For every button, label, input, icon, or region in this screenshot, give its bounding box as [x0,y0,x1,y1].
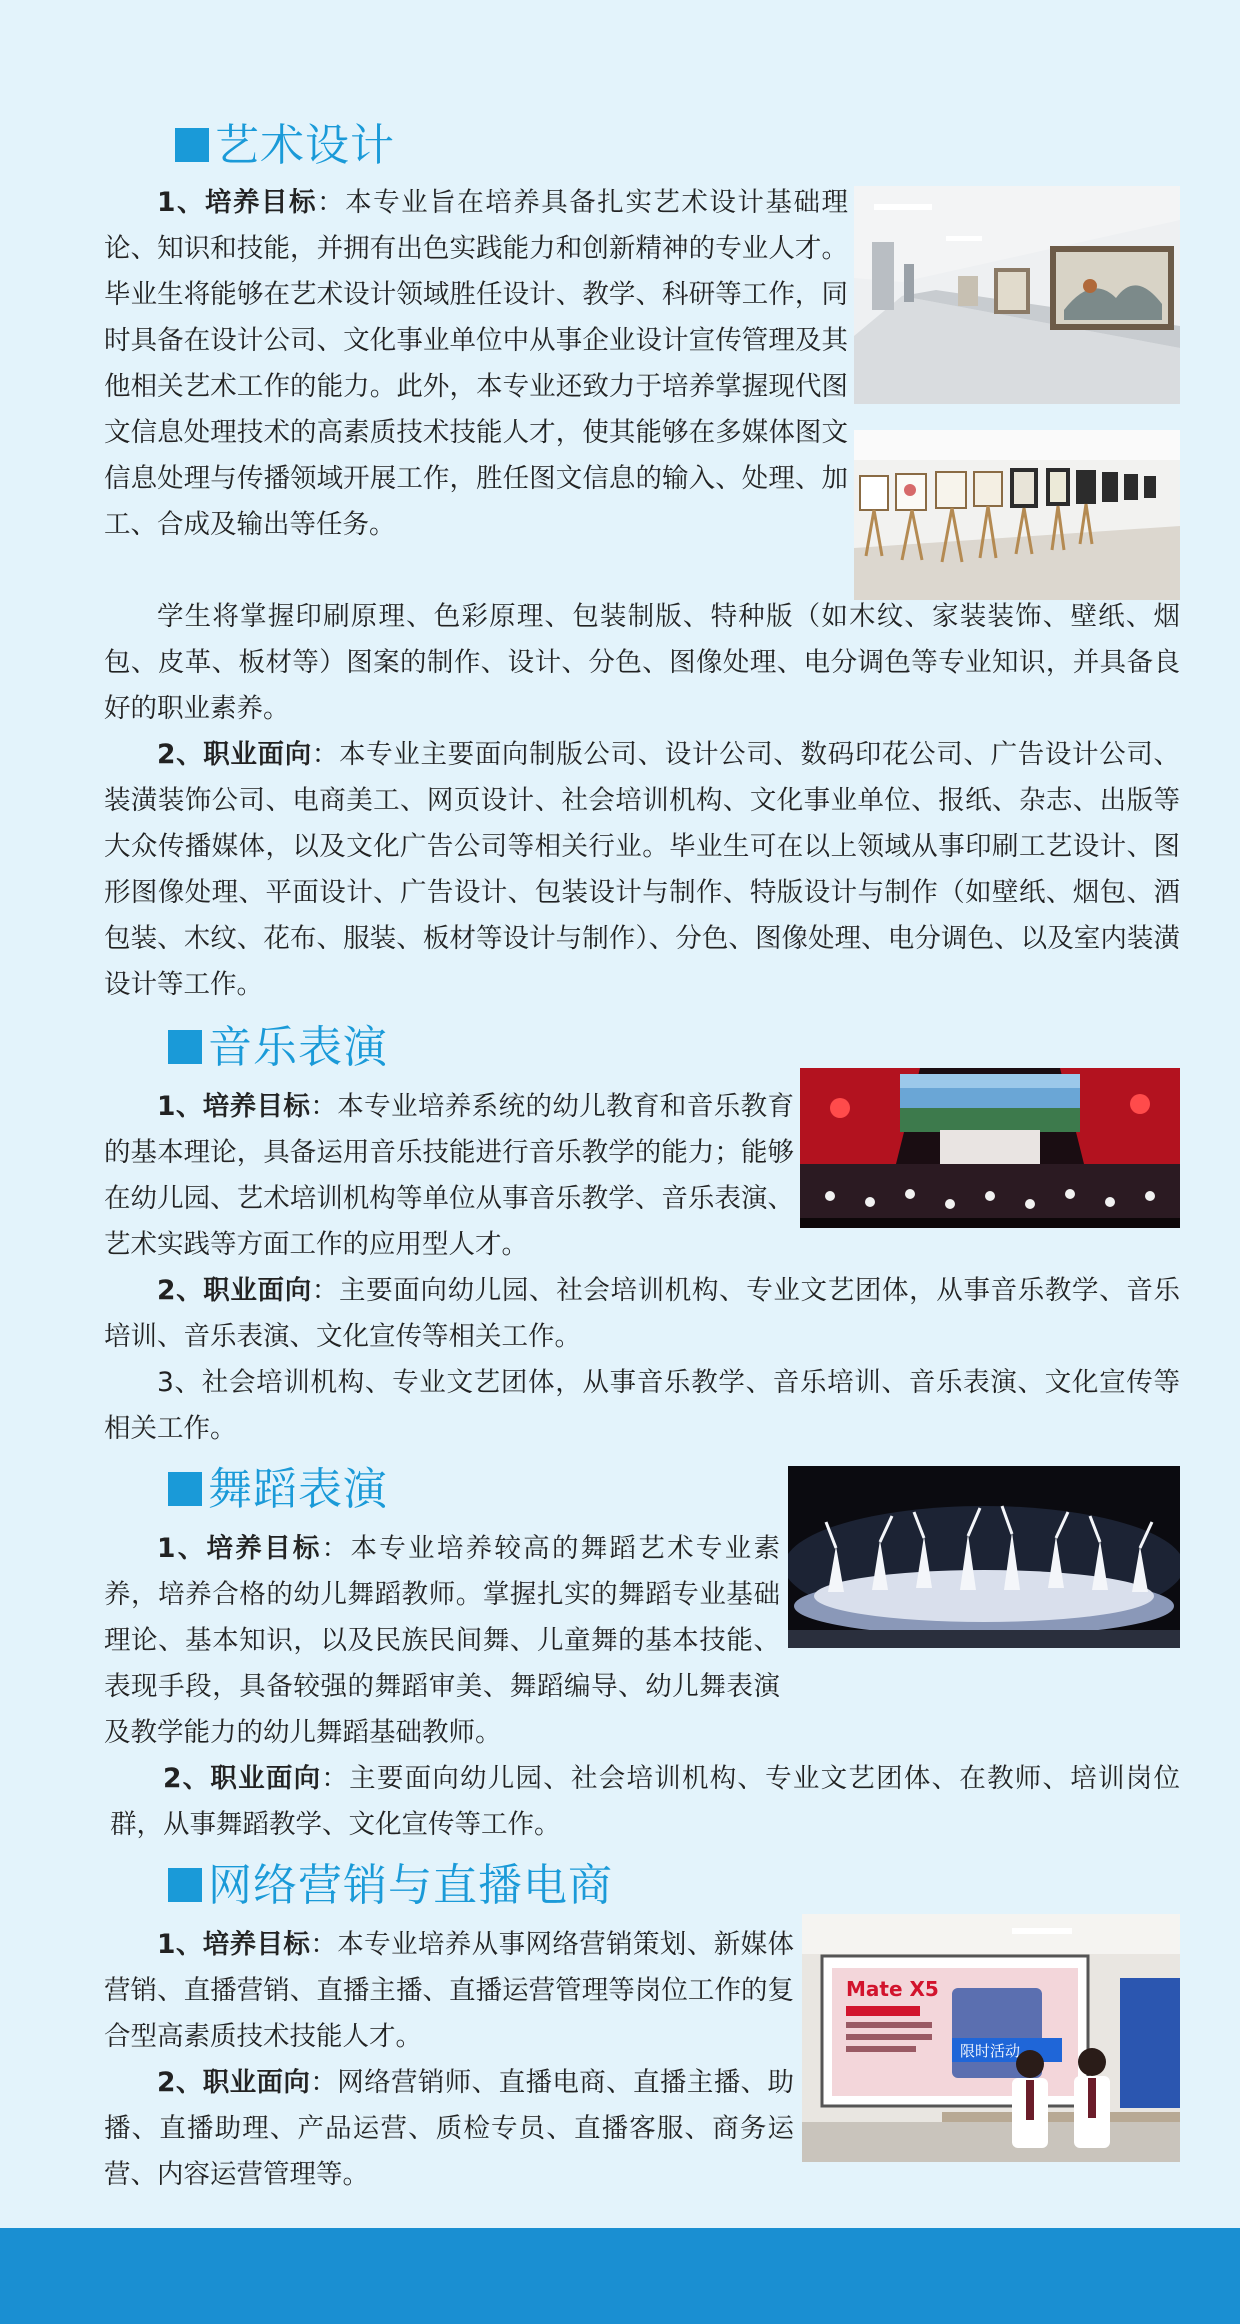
art-design-student-skills [104,594,1180,732]
paragraph-text: 学生将掌握印刷原理、色彩原理、包装制版、特种版（如木纹、家装装饰、壁纸、烟包、皮革、板材等）图案的制作、设计、分色、图像处理、电分调色等专业知识，并具备良好的职业素养。 [104,601,1180,724]
paragraph-text: 3、社会培训机构、专业文艺团体，从事音乐教学、音乐培训、音乐表演、文化宣传等相关工作。 [104,1367,1180,1444]
paragraph-text: ：本专业培养较高的舞蹈艺术专业素养，培养合格的幼儿舞蹈教师。掌握扎实的舞蹈专业基础理论、基本知识，以及民族民间舞、儿童舞的基本技能、表现手段，具备较强的舞蹈审美、舞蹈编导、幼儿舞表演及教学能力的幼儿舞蹈基础教师。 [104,1533,780,1748]
paragraph-lead: 1、培养目标 [157,1929,311,1960]
paragraph-lead: 1、培养目标 [157,1533,322,1564]
art-design-training-goal [104,180,848,548]
dance-career-direction [110,1756,1180,1848]
screen-tag-text: 限时活动 [960,2042,1021,2060]
title-square-marker [168,1030,202,1064]
art-design-career-direction [104,732,1180,1008]
paragraph-lead: 2、职业面向 [157,739,312,770]
dance-training-goal [104,1526,780,1756]
section-title-dance-performance [168,1460,388,1520]
paragraph-lead: 2、职业面向 [157,2067,311,2098]
paragraph-lead: 2、职业面向 [163,1763,322,1794]
title-square-marker [175,128,209,162]
paragraph-text: ：本专业培养从事网络营销策划、新媒体营销、直播营销、直播主播、直播运营管理等岗位工作的复合型高素质技术技能人才。 [104,1929,794,2052]
paragraph-text: ：主要面向幼儿园、社会培训机构、专业文艺团体、在教师、培训岗位群，从事舞蹈教学、文化宣传等工作。 [110,1763,1180,1840]
title-square-marker [168,1472,202,1506]
music-career-direction [104,1268,1180,1360]
section-title-online-marketing [168,1856,613,1916]
screen-title-text: Mate X5 [846,1977,939,2001]
marketing-training-goal [104,1922,794,2060]
exhibition-easels-photo [854,430,1180,600]
paragraph-text: ：本专业培养系统的幼儿教育和音乐教育的基本理论，具备运用音乐技能进行音乐教学的能力；能够在幼儿园、艺术培训机构等单位从事音乐教学、音乐表演、艺术实践等方面工作的应用型人才。 [104,1091,794,1260]
paragraph-text: ：主要面向幼儿园、社会培训机构、专业文艺团体，从事音乐教学、音乐培训、音乐表演、文化宣传等相关工作。 [104,1275,1180,1352]
section-title-music-performance [168,1018,388,1078]
gallery-corridor-photo [854,186,1180,404]
paragraph-lead: 1、培养目标 [157,1091,311,1122]
paragraph-text: ：本专业旨在培养具备扎实艺术设计基础理论、知识和技能，并拥有出色实践能力和创新精神的专业人才。毕业生将能够在艺术设计领域胜任设计、教学、科研等工作，同时具备在设计公司、文化事业单位中从事企业设计宣传管理及其他相关艺术工作的能力。此外，本专业还致力于培养掌握现代图文信息处理技术的高素质技术技能人才，使其能够在多媒体图文信息处理与传播领域开展工作，胜任图文信息的输入、处理、加工、合成及输出等任务。 [104,187,848,540]
music-stage-photo [800,1068,1180,1228]
paragraph-lead: 2、职业面向 [157,1275,312,1306]
section-title-text: 网络营销与直播电商 [208,1860,613,1911]
title-square-marker [168,1868,202,1902]
music-training-goal [104,1084,794,1268]
paragraph-text: ：网络营销师、直播电商、直播主播、助播、直播助理、产品运营、质检专员、直播客服、商务运营、内容运营管理等。 [104,2067,794,2190]
section-title-text: 舞蹈表演 [208,1464,388,1515]
section-title-text: 艺术设计 [215,120,395,171]
section-title-art-design [175,116,395,176]
footer-color-band [0,2228,1240,2324]
section-title-text: 音乐表演 [208,1022,388,1073]
music-extra-note [104,1360,1180,1452]
paragraph-text: ：本专业主要面向制版公司、设计公司、数码印花公司、广告设计公司、装潢装饰公司、电商美工、网页设计、社会培训机构、文化事业单位、报纸、杂志、出版等大众传播媒体，以及文化广告公司等相关行业。毕业生可在以上领域从事印刷工艺设计、图形图像处理、平面设计、广告设计、包装设计与制作、特版设计与制作（如壁纸、烟包、酒包装、木纹、花布、服装、板材等设计与制作）、分色、图像处理、电分调色、以及室内装潢设计等工作。 [104,739,1180,1000]
livestream-class-photo [802,1914,1180,2162]
marketing-career-direction [104,2060,794,2198]
paragraph-lead: 1、培养目标 [157,187,318,218]
dance-stage-photo [788,1466,1180,1648]
